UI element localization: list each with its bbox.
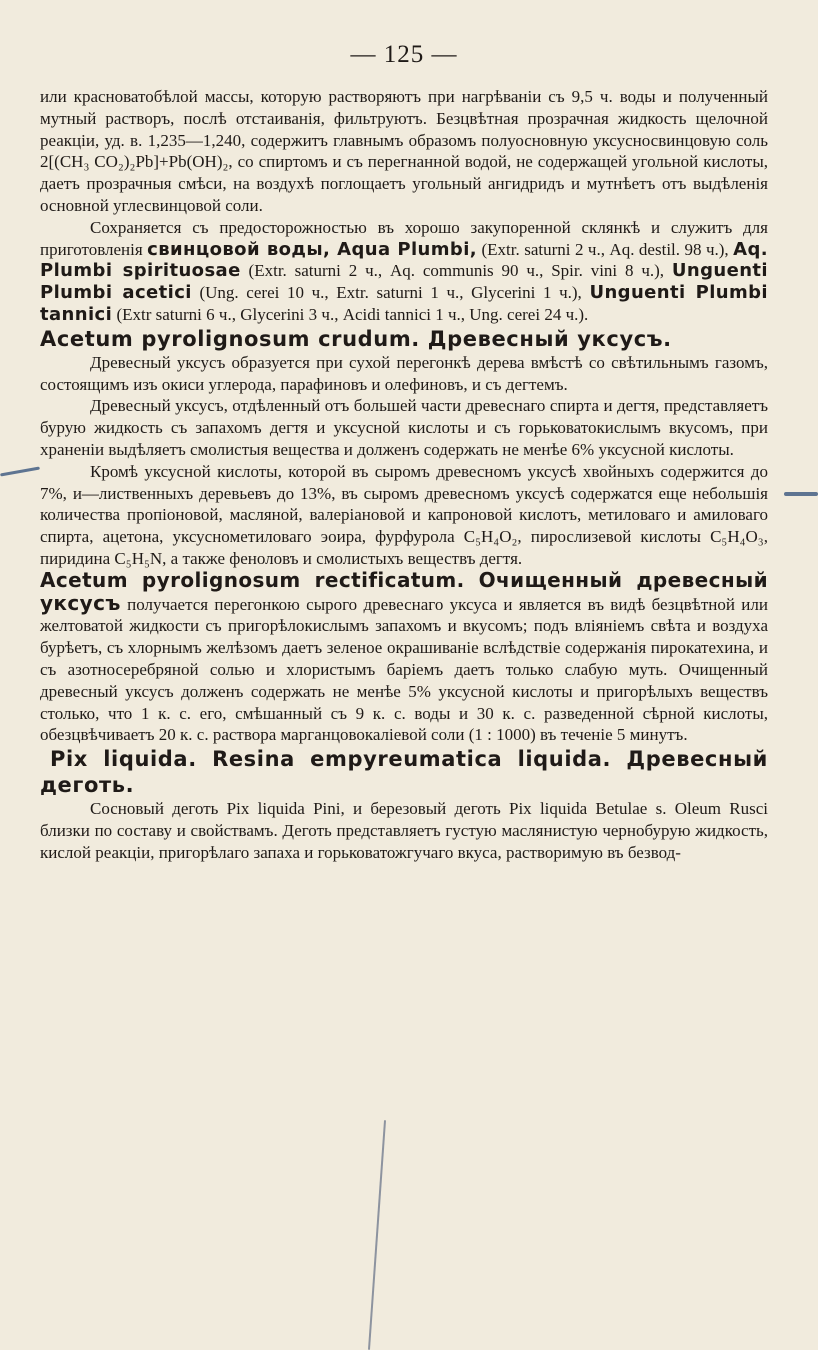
page-tear-line	[368, 1120, 386, 1350]
paragraph-lead: или красноватобѣлой массы, которую растворяютъ при нагрѣваніи съ 9,5 ч. воды и полученный мутный растворъ, послѣ отстаиванія, фильтруютъ. Безцвѣтная прозрачная жидкость щелочной реакціи, уд. в. 1,235—1,240, содержитъ главнымъ образомъ полуосновную уксусносвинцовую соль 2[(CH₃ CO₂)₂Pb]+Pb(OH)₂, со спиртомъ и съ перегнанной водой, не содержащей угольной кислоты, даетъ прозрачныя смѣси, на воздухѣ поглощаетъ угольный ангидридъ и мутнѣетъ отъ выдѣленія основной углесвинцовой соли.	[40, 87, 768, 215]
right-margin-smudge	[784, 492, 818, 496]
term-aq-plumbi-spirituosae: Aq. Plumbi spirituosae	[40, 238, 768, 282]
storage-text-1: Сохраняется съ предосторожностью въ хорошо закупоренной склянкѣ и служитъ для приготовленія	[40, 217, 768, 259]
storage-text-2: (Extr. saturni 2 ч., Aq. destil. 98 ч.),	[477, 239, 734, 259]
term-unguenti-plumbi-acetici: Unguenti Plumbi acetici	[40, 260, 769, 304]
paragraph-pix-1: Сосновый деготь Pix liquida Pini, и березовый деготь Pix liquida Betulae s. Oleum Rusci близки по составу и свойствамъ. Деготь представляетъ густую маслянистую чернобурую жидкость, кислой реакціи, пригорѣлаго запаха и горьковатожгучаго вкуса, растворимую въ безвод-	[40, 799, 768, 862]
storage-text-5: (Extr saturni 6 ч., Glycerini 3 ч., Acidi tannici 1 ч., Ung. cerei 24 ч.).	[112, 304, 589, 324]
section-heading-pix-liquida: Pix liquida. Resina empyreumatica liquida. Древесный деготь.	[40, 747, 768, 798]
storage-text-4: (Ung. cerei 10 ч., Extr. saturni 1 ч., Glycerini 1 ч.),	[191, 283, 590, 303]
paragraph-acetum-3: Кромѣ уксусной кислоты, которой въ сыромъ древесномъ уксусѣ хвойныхъ содержится до 7%, и—лиственныхъ деревьевъ до 13%, въ сыромъ древесномъ уксусѣ содержатся еще небольшія количества пропіоновой, масляной, валеріановой и капроновой кислотъ, метиловаго и амиловаго спирта, ацетона, уксуснометиловаго эоира, фурфурола C₅H₄O₂, пирослизевой кислоты C₅H₄O₃, пиридина C₅H₅N, а также феноловъ и смолистыхъ веществъ дегтя.	[40, 461, 768, 568]
left-margin-smudge	[0, 467, 40, 477]
storage-text-3: (Extr. saturni 2 ч., Aq. communis 90 ч., Spir. vini 8 ч.),	[240, 261, 672, 281]
term-unguenti-plumbi-tannici: Unguenti Plumbi tannici	[40, 282, 768, 325]
paragraph-acetum-1: Древесный уксусъ образуется при сухой перегонкѣ дерева вмѣстѣ со свѣтильнымъ газомъ, состоящимъ изъ окиси углерода, парафиновъ и олефиновъ, и съ дегтемъ.	[40, 352, 768, 394]
book-page	[40, 40, 768, 864]
term-aqua-plumbi: свинцовой воды, Aqua Plumbi,	[147, 238, 478, 260]
term-acetum-rectificatum: Acetum pyrolignosum rectificatum. Очищенный древесный уксусъ	[40, 567, 768, 615]
rectificatum-text: получается перегонкою сырого древеснаго уксуса и является въ видѣ безцвѣтной или желтоватой жидкости съ пригорѣлокислымъ запахомъ и вкусомъ; подъ вліяніемъ свѣта и воздуха бурѣетъ, съ хлорнымъ желѣзомъ даетъ зеленое окрашиваніе вслѣдствіе содержанія пирокатехина, и съ азотносеребряной солью и хлористымъ баріемъ даетъ только слабую муть. Очищенный древесный уксусъ долженъ содержать не менѣе 5% уксусной кислоты и пригорѣлыхъ веществъ столько, что 1 к. с. его, смѣшанный съ 9 к. с. воды и 30 к. с. разведенной сѣрной кислоты, обезцвѣчиваетъ 20 к. с. раствора марганцовокаліевой соли (1 : 1000) въ теченіе 5 минутъ.	[40, 594, 768, 745]
paragraph-rectificatum	[40, 567, 768, 746]
paragraph-storage	[40, 217, 768, 326]
page-number: — 125 —	[350, 41, 458, 68]
section-heading-acetum: Acetum pyrolignosum crudum. Древесный уксусъ.	[40, 326, 672, 351]
paragraph-acetum-2: Древесный уксусъ, отдѣленный отъ большей части древеснаго спирта и дегтя, представляетъ бурую жидкость съ запахомъ дегтя и уксусной кислоты и съ горьковатокислымъ вкусомъ, при храненіи выдѣляетъ смолистыя вещества и долженъ содержать не менѣе 6% уксусной кислоты.	[40, 396, 768, 459]
